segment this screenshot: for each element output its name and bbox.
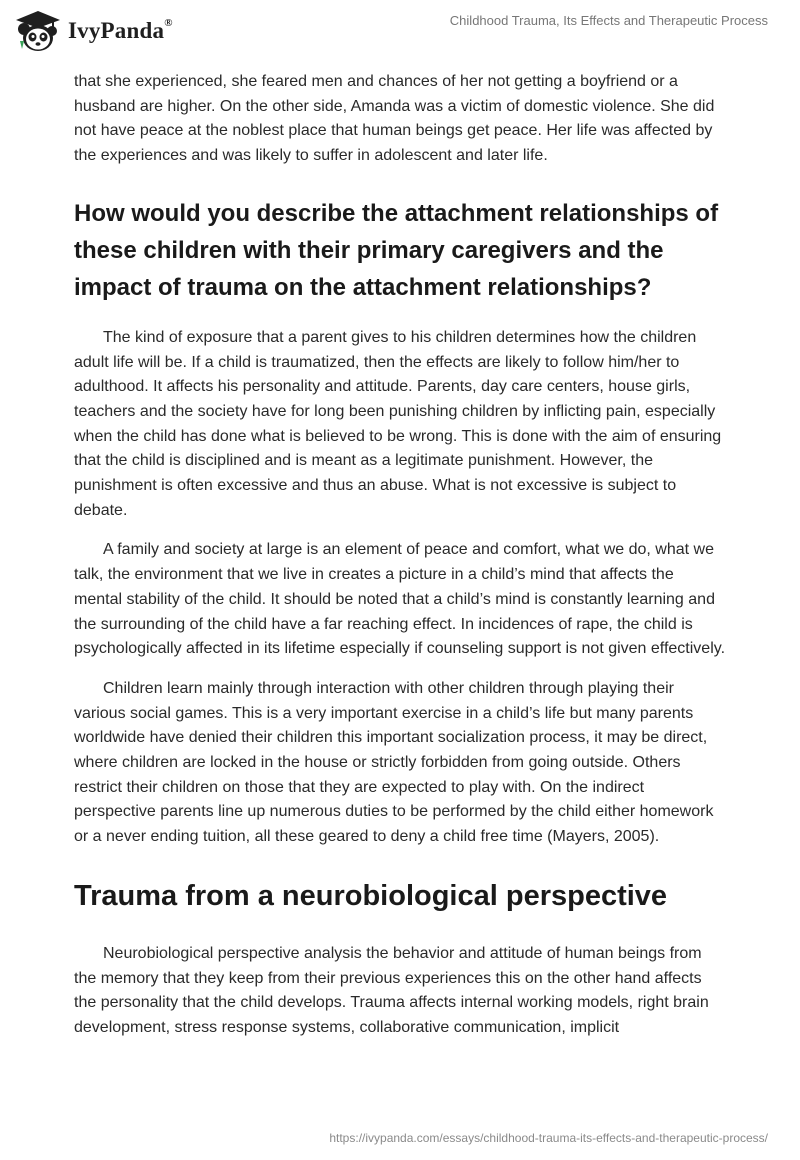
paragraph: Neurobiological perspective analysis the behavior and attitude of human beings from the memory that they keep from their previous experiences this on the other hand affects the personality that the child develops. Trauma affects internal working models, right brain development, stress response systems, collaborative communication, implicit [74, 944, 709, 1036]
logo-wordmark: IvyPanda® [68, 17, 173, 43]
section-heading-neurobiological: Trauma from a neurobiological perspective [74, 879, 668, 912]
source-url[interactable]: https://ivypanda.com/essays/childhood-trauma-its-effects-and-therapeutic-process/ [329, 1131, 768, 1145]
page-header [0, 0, 800, 70]
paragraph: The kind of exposure that a parent gives to his children determines how the children adult life will be. If a child is traumatized, then the effects are likely to follow him/her to adulthood. It affects his personality and attitude. Parents, day care centers, house girls, teachers and the society have for long been punishing children by inflicting pain, especially when the child has done what is believed to be wrong. This is done with the aim of ensuring that the child is disciplined and is meant as a legitimate punishment. However, the punishment is often excessive and thus an abuse. What is not excessive is subject to debate. [74, 328, 722, 519]
section-heading-attachment: How would you describe the attachment relationships of these children with their primary caregivers and the impact of trauma on the attachment relationships? [74, 199, 719, 301]
paragraph: A family and society at large is an element of peace and comfort, what we do, what we talk, the environment that we live in creates a picture in a child’s mind that affects the mental stability of the child. It should be noted that a child’s mind is constantly learning and the surrounding of the child have a far reaching effect. In incidences of rape, the child is psychologically affected in its lifetime especially if counseling support is not given effectively. [74, 541, 726, 658]
paragraph-continued: that she experienced, she feared men and chances of her not getting a boyfriend or a husband are higher. On the other side, Amanda was a victim of domestic violence. She did not have peace at the noblest place that human beings get peace. Her life was affected by the experiences and was likely to suffer in adolescent and later life. [74, 73, 715, 165]
document-title: Childhood Trauma, Its Effects and Therapeutic Process [449, 13, 768, 28]
ivypanda-logo[interactable] [14, 9, 173, 53]
essay-body [74, 70, 726, 1056]
panda-graduate-icon [14, 9, 62, 53]
paragraph: Children learn mainly through interaction with other children through playing their various social games. This is a very important exercise in a child’s life but many parents worldwide have denied their children this important socialization process, it may be direct, where children are locked in the house or strictly forbidden from going outside. Others restrict their children on those that they are expected to play with. On the indirect perspective parents line up numerous duties to be performed by the child either homework or a never ending tuition, all these geared to deny a child free time (Mayers, 2005). [74, 679, 714, 846]
